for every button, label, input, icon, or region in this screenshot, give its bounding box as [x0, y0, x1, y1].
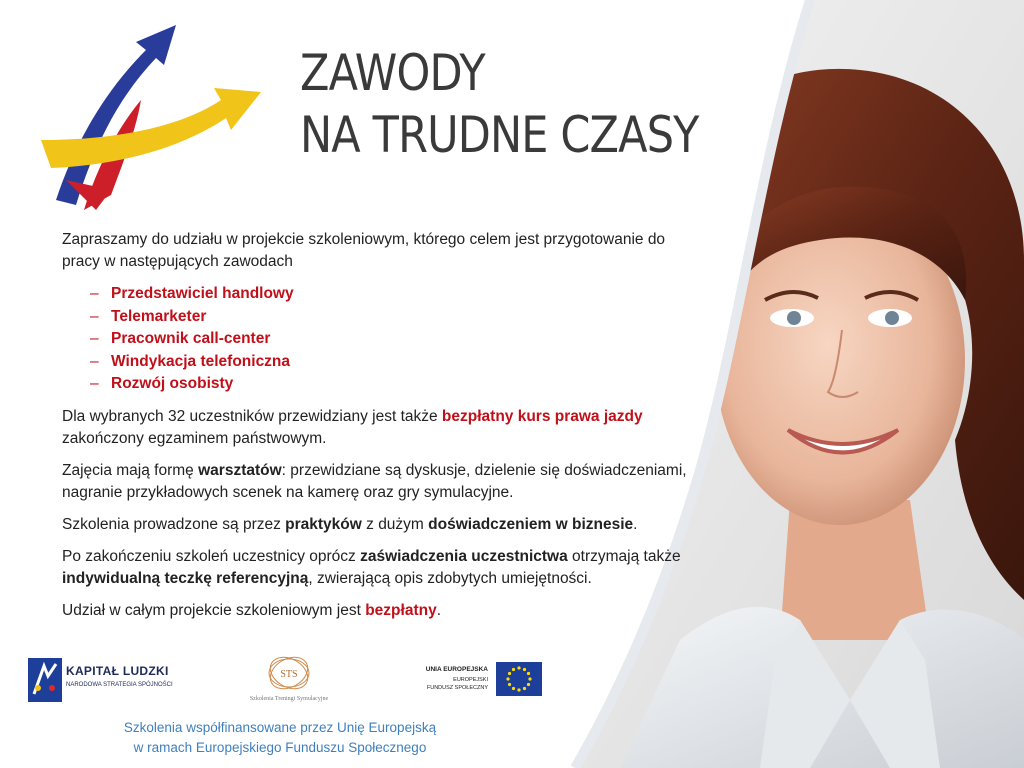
bold-text: praktyków	[285, 515, 362, 533]
sts-mark: STS	[280, 669, 298, 680]
list-item	[90, 306, 702, 329]
kapital-ludzki-logo	[28, 658, 198, 702]
profession-label: Przedstawiciel handlowy	[111, 285, 294, 302]
eu-logo	[420, 662, 544, 702]
driving-course-paragraph	[62, 406, 702, 450]
text-run: .	[633, 515, 638, 533]
bold-text: warsztatów	[198, 461, 282, 479]
main-content	[62, 229, 702, 632]
text-run: Po zakończeniu szkoleń uczestnicy oprócz	[62, 547, 361, 565]
eu-line-2: EUROPEJSKI	[453, 677, 488, 683]
profession-label: Rozwój osobisty	[111, 375, 234, 392]
text-run: zakończony egzaminem państwowym.	[62, 429, 327, 447]
text-run: Szkolenia prowadzone są przez	[62, 515, 286, 533]
dash-bullet: –	[90, 307, 99, 325]
kapital-ludzki-subtitle: NARODOWA STRATEGIA SPÓJNOŚCI	[66, 682, 173, 688]
text-run: otrzymają także	[567, 547, 681, 565]
text-run: Zajęcia mają formę	[62, 461, 199, 479]
intro-paragraph: Zapraszamy do udziału w projekcie szkoleniowym, którego celem jest przygotowanie do pracy w następujących zawodach	[62, 231, 666, 270]
text-run: Udział w całym projekcie szkoleniowym jest	[62, 601, 366, 619]
profession-label: Telemarketer	[111, 307, 207, 325]
dash-bullet: –	[90, 285, 99, 302]
dash-bullet: –	[90, 352, 99, 370]
headline-line-1: ZAWODY	[300, 44, 485, 102]
list-item	[90, 283, 702, 306]
text-run: : przewidziane są dyskusje, dzielenie się doświadczeniami, nagranie przykładowych scenek na kamerę oraz gry symulacyjne.	[62, 461, 687, 501]
certificate-paragraph	[62, 546, 702, 590]
cofinancing-footer	[80, 718, 480, 758]
eu-line-1: UNIA EUROPEJSKA	[425, 666, 488, 673]
eu-line-3: FUNDUSZ SPOŁECZNY	[426, 685, 488, 691]
list-item	[90, 328, 702, 351]
list-item	[90, 373, 702, 396]
text-run: .	[436, 601, 442, 619]
text-run: z dużym	[361, 515, 429, 533]
text-run: , zwierającą opis zdobytych umiejętności.	[308, 569, 592, 587]
highlight-text: bezpłatny kurs prawa jazdy	[441, 407, 643, 425]
profession-label: Pracownik call-center	[111, 330, 271, 347]
trainers-paragraph	[62, 514, 702, 536]
footer-line-2: w ramach Europejskiego Funduszu Społecznego	[133, 740, 427, 755]
sts-subtitle: Szkolenia Treningi Symulacyjne	[249, 696, 329, 702]
free-paragraph	[62, 600, 702, 622]
arrows-logo-icon	[36, 20, 276, 220]
text-run: Dla wybranych 32 uczestników przewidziany jest także	[62, 407, 442, 425]
dash-bullet: –	[90, 330, 99, 347]
profession-list	[62, 283, 702, 396]
kapital-ludzki-title: KAPITAŁ LUDZKI	[66, 664, 169, 678]
workshop-paragraph	[62, 460, 702, 504]
headline-line-2: NA TRUDNE CZASY	[300, 106, 699, 164]
footer-line-1: Szkolenia współfinansowane przez Unię Europejską	[123, 720, 437, 735]
dash-bullet: –	[90, 375, 99, 392]
eu-flag-icon	[496, 662, 542, 696]
kapital-ludzki-icon	[28, 658, 62, 702]
headline	[300, 42, 713, 166]
bold-text: zaświadczenia uczestnictwa	[360, 547, 568, 565]
sts-emblem-icon	[264, 652, 314, 694]
profession-label: Windykacja telefoniczna	[111, 352, 291, 370]
bold-text: doświadczeniem w biznesie	[428, 515, 634, 533]
partner-logos	[0, 650, 560, 710]
highlight-text: bezpłatny	[365, 601, 437, 619]
sts-logo	[246, 652, 332, 708]
bold-text: indywidualną teczkę referencyjną	[62, 569, 309, 587]
list-item	[90, 351, 702, 374]
